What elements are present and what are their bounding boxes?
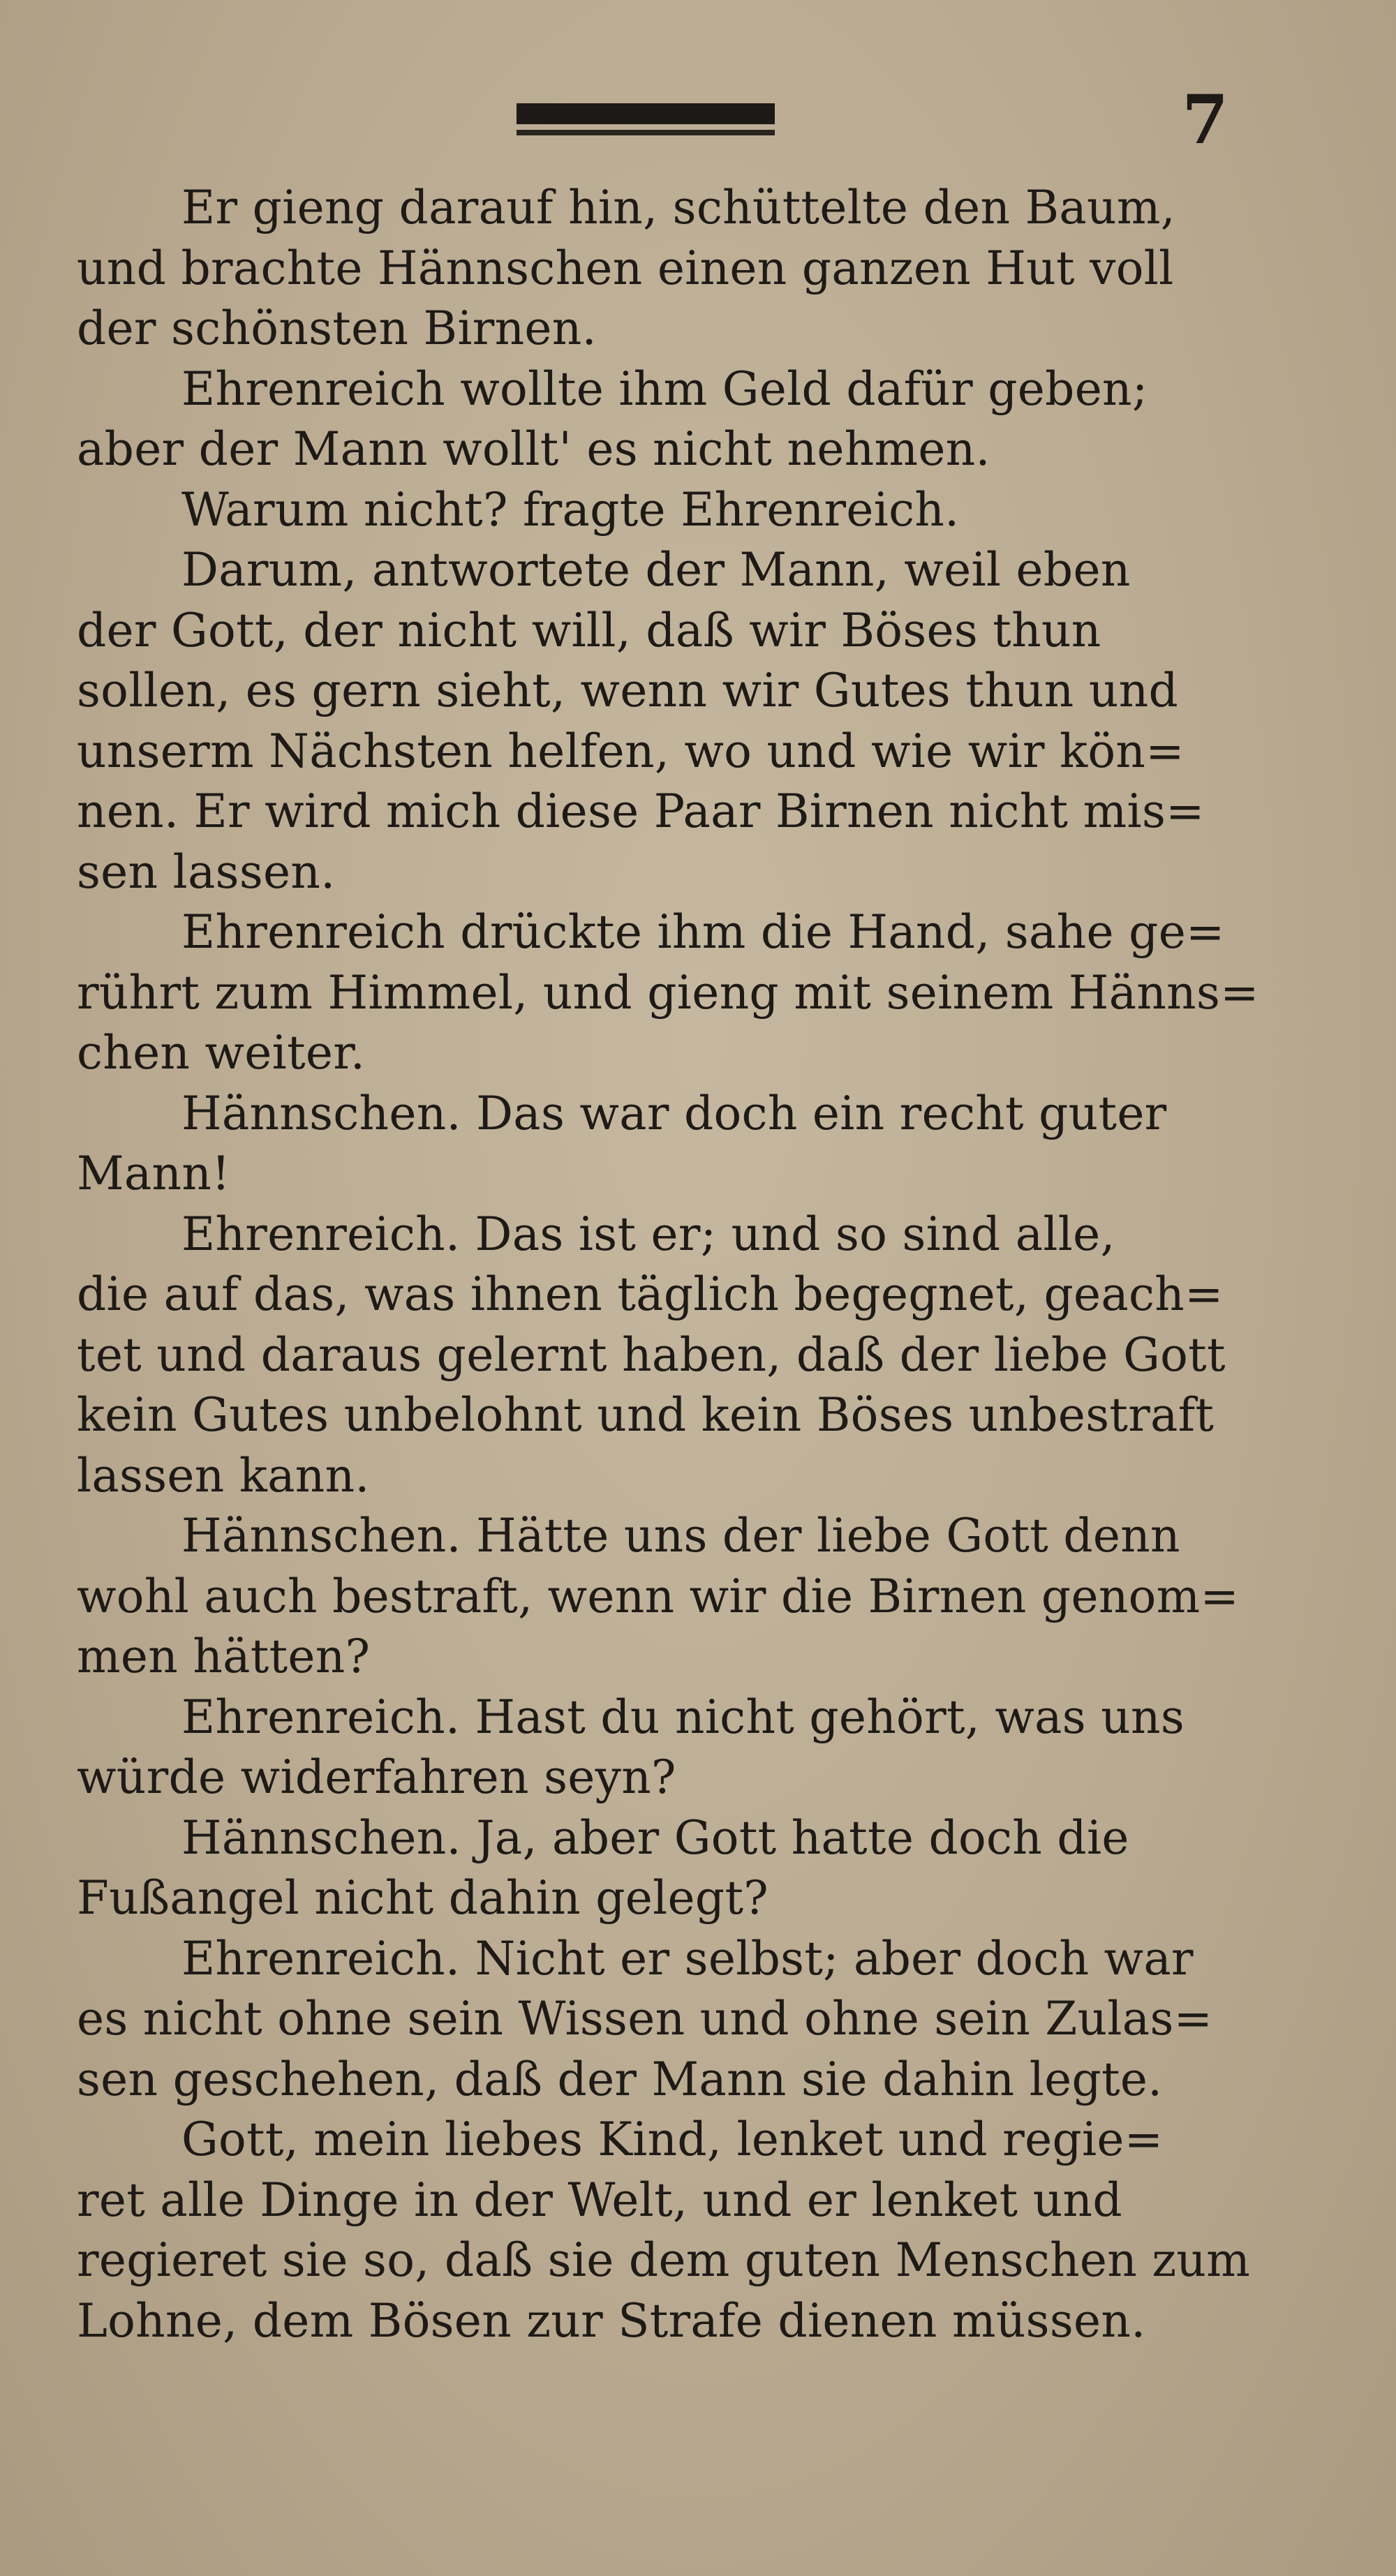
text-line: Ehrenreich. Nicht er selbst; aber doch war	[181, 1931, 1194, 1986]
text-line: Ehrenreich drückte ihm die Hand, sahe ge=	[181, 905, 1225, 959]
paragraph	[77, 1205, 1291, 1507]
text-line: Lohne, dem Bösen zur Strafe dienen müssen.	[77, 2293, 1146, 2348]
text-line: Hännschen. Ja, aber Gott hatte doch die	[181, 1810, 1129, 1865]
text-line: kein Gutes unbelohnt und kein Böses unbestraft	[77, 1388, 1215, 1442]
text-line: Fußangel nicht dahin gelegt?	[77, 1871, 768, 1925]
text-line: der schönsten Birnen.	[77, 301, 597, 355]
text-line: und brachte Hännschen einen ganzen Hut voll	[77, 241, 1174, 295]
paragraph	[77, 540, 1291, 902]
text-line: sollen, es gern sieht, wenn wir Gutes thun und	[77, 664, 1179, 717]
text-line: tet und daraus gelernt haben, daß der liebe Gott	[77, 1327, 1226, 1382]
text-line: ret alle Dinge in der Welt, und er lenket und	[77, 2173, 1122, 2227]
paragraph	[77, 2110, 1291, 2351]
paragraph	[77, 1929, 1291, 2110]
text-line: Ehrenreich wollte ihm Geld dafür geben;	[181, 362, 1148, 416]
text-line: wohl auch bestraft, wenn wir die Birnen genom=	[77, 1569, 1240, 1623]
text-line: Warum nicht? fragte Ehrenreich.	[181, 482, 960, 537]
paragraph	[77, 1688, 1291, 1808]
text-line: regieret sie so, daß sie dem guten Menschen zum	[77, 2233, 1251, 2287]
text-line: sen geschehen, daß der Mann sie dahin legte.	[77, 2052, 1163, 2106]
header-rule	[517, 103, 775, 124]
text-line: sen lassen.	[77, 844, 336, 899]
text-line: Ehrenreich. Das ist er; und so sind alle,	[181, 1207, 1115, 1261]
text-line: Gott, mein liebes Kind, lenket und regie=	[181, 2113, 1164, 2166]
paragraph	[77, 480, 1291, 541]
text-line: nen. Er wird mich diese Paar Birnen nicht mis=	[77, 784, 1205, 838]
text-line: lassen kann.	[77, 1448, 370, 1503]
text-line: es nicht ohne sein Wissen und ohne sein Zulas=	[77, 1992, 1213, 2046]
paragraph	[77, 1506, 1291, 1688]
text-line: men hätten?	[77, 1630, 371, 1683]
paragraph	[77, 178, 1291, 359]
text-line: Mann!	[77, 1147, 230, 1200]
text-line: Ehrenreich. Hast du nicht gehört, was uns	[181, 1690, 1185, 1744]
text-line: unserm Nächsten helfen, wo und wie wir kön=	[77, 724, 1185, 778]
paragraph	[77, 359, 1291, 480]
page-header	[517, 80, 1228, 161]
paragraph	[77, 1808, 1291, 1929]
header-rule-thin	[517, 130, 775, 135]
text-line: die auf das, was ihnen täglich begegnet, geach=	[77, 1267, 1224, 1321]
text-line: Hännschen. Das war doch ein recht guter	[181, 1086, 1167, 1140]
text-line: Er gieng darauf hin, schüttelte den Baum,	[181, 181, 1175, 234]
text-line: aber der Mann wollt' es nicht nehmen.	[77, 422, 990, 476]
text-line: würde widerfahren seyn?	[77, 1750, 676, 1804]
paragraph	[77, 1084, 1291, 1205]
text-line: chen weiter.	[77, 1026, 366, 1080]
body-text	[77, 178, 1291, 2351]
text-line: Hännschen. Hätte uns der liebe Gott denn	[181, 1509, 1180, 1563]
text-line: rührt zum Himmel, und gieng mit seinem Hänns=	[77, 965, 1259, 1020]
paragraph	[77, 902, 1291, 1084]
text-line: Darum, antwortete der Mann, weil eben	[181, 543, 1131, 597]
page-number: 7	[1182, 80, 1228, 159]
text-line: der Gott, der nicht will, daß wir Böses thun	[77, 603, 1101, 657]
